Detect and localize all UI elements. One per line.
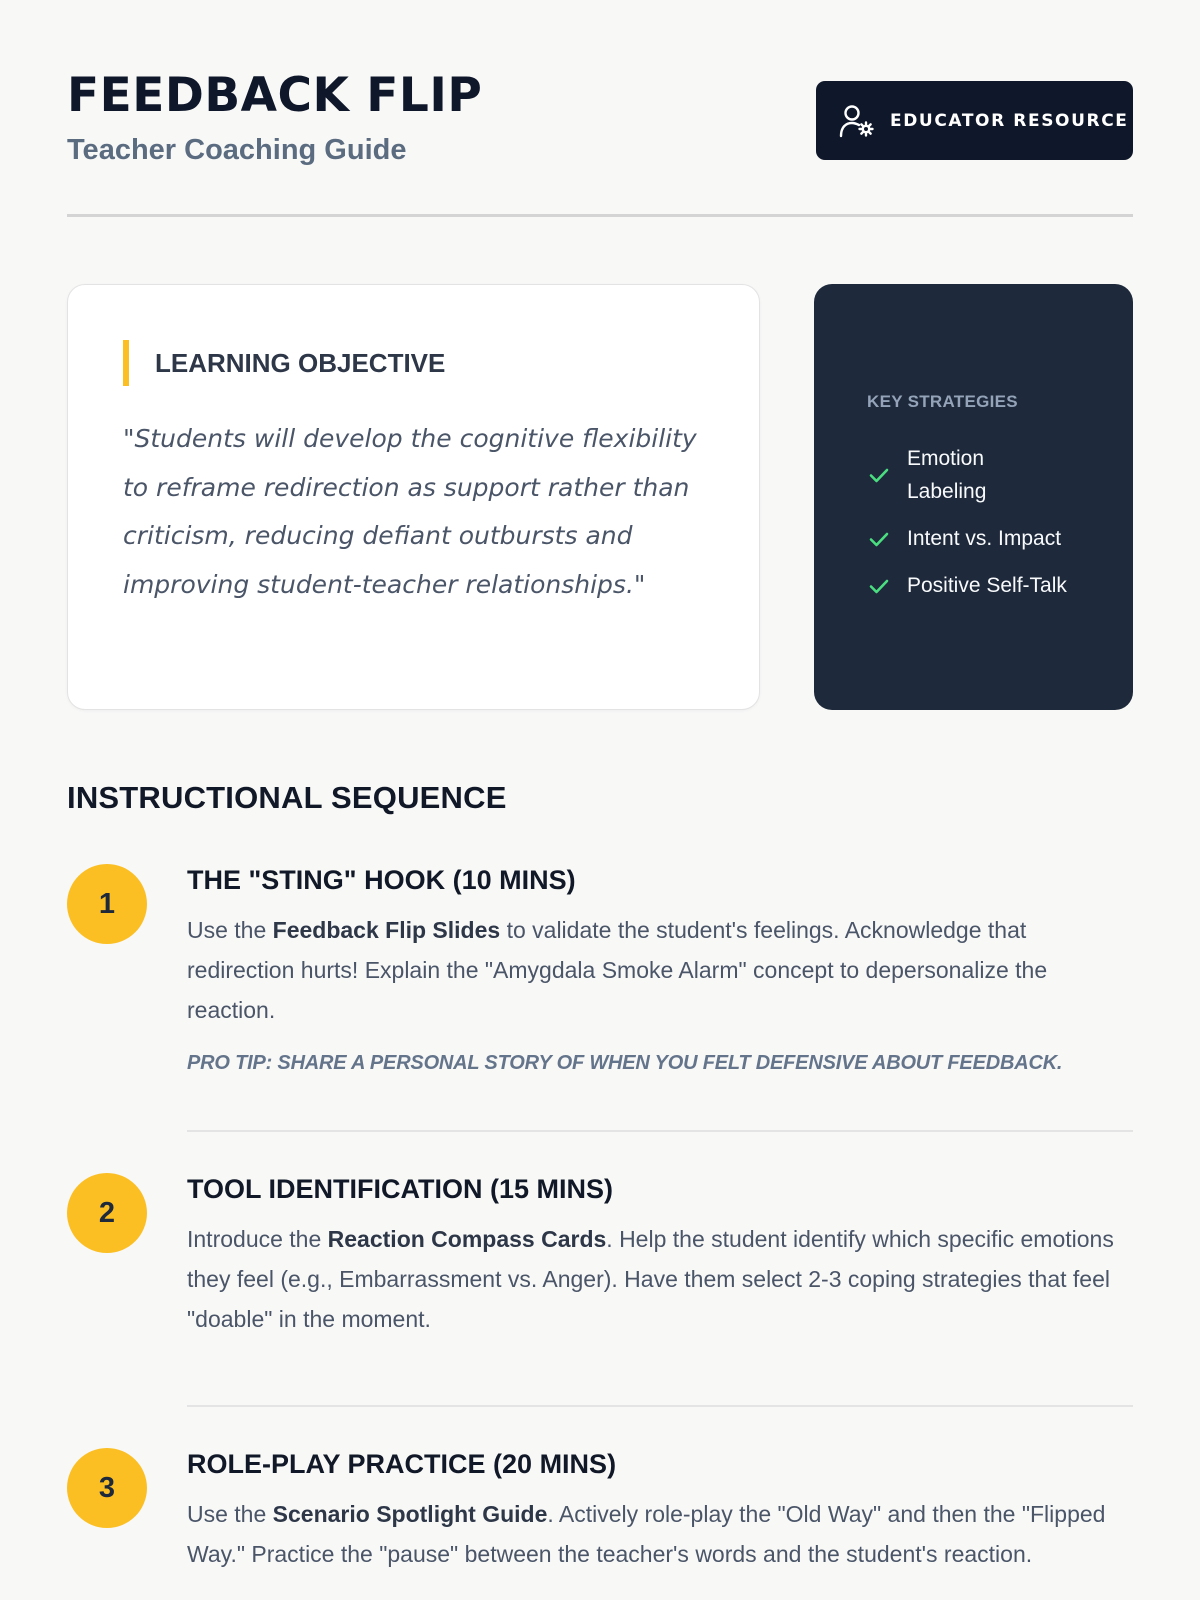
step-divider <box>187 1130 1133 1132</box>
step-title: ROLE-PLAY PRACTICE (20 MINS) <box>187 1449 617 1479</box>
strategy-label: Intent vs. Impact <box>907 527 1062 550</box>
strategy-label: Emotion Labeling <box>907 447 987 503</box>
key-strategies-card <box>814 284 1133 710</box>
step-body <box>187 1448 1133 1574</box>
learning-objective-heading: LEARNING OBJECTIVE <box>123 340 445 386</box>
step-body <box>187 864 1133 1075</box>
educator-resource-badge <box>816 81 1133 160</box>
page-subtitle: Teacher Coaching Guide <box>67 134 407 166</box>
strategy-label: Positive Self-Talk <box>907 574 1067 597</box>
learning-objective-text: "Students will develop the cognitive flexibility to reframe redirection as support rather than criticism, reducing defiant outbursts and improving student-teacher relationships." <box>123 424 697 599</box>
step-description: Use the Scenario Spotlight Guide. Actively role-play the "Old Way" and then the "Flipped Way." Practice the "pause" between the teacher's words and the student's reaction. <box>187 1501 1106 1567</box>
step-number-badge: 3 <box>67 1448 147 1528</box>
key-strategies-heading: KEY STRATEGIES <box>867 392 1018 411</box>
check-icon <box>867 463 891 487</box>
strategy-item <box>867 442 1107 508</box>
step-resource-name: Reaction Compass Cards <box>327 1226 607 1252</box>
check-icon <box>867 527 891 551</box>
instructional-sequence-title: INSTRUCTIONAL SEQUENCE <box>67 780 507 815</box>
badge-label: EDUCATOR RESOURCE <box>890 110 1129 131</box>
strategy-item <box>867 522 1107 555</box>
page-title: FEEDBACK FLIP <box>67 68 483 123</box>
step-description: Use the Feedback Flip Slides to validate the student's feelings. Acknowledge that redirection hurts! Explain the "Amygdala Smoke Alarm" concept to depersonalize the reaction. <box>187 917 1048 1023</box>
learning-objective-card <box>67 284 760 710</box>
step-title: TOOL IDENTIFICATION (15 MINS) <box>187 1174 614 1204</box>
pro-tip: PRO TIP: SHARE A PERSONAL STORY OF WHEN YOU FELT DEFENSIVE ABOUT FEEDBACK. <box>187 1052 1063 1074</box>
strategy-list <box>867 442 1107 616</box>
header <box>67 0 1133 217</box>
step-resource-name: Feedback Flip Slides <box>272 917 501 943</box>
step-number-badge: 1 <box>67 864 147 944</box>
strategy-item <box>867 569 1107 602</box>
step-title: THE "STING" HOOK (10 MINS) <box>187 865 576 895</box>
step-resource-name: Scenario Spotlight Guide <box>272 1501 548 1527</box>
step-description: Introduce the Reaction Compass Cards. Help the student identify which specific emotions they feel (e.g., Embarrassment vs. Anger). Have them select 2-3 coping strategies that feel "doable" in the moment. <box>187 1226 1114 1332</box>
step-number-badge: 2 <box>67 1173 147 1253</box>
user-gear-icon <box>838 102 876 140</box>
step-divider <box>187 1405 1133 1407</box>
step-body <box>187 1173 1133 1339</box>
check-icon <box>867 574 891 598</box>
